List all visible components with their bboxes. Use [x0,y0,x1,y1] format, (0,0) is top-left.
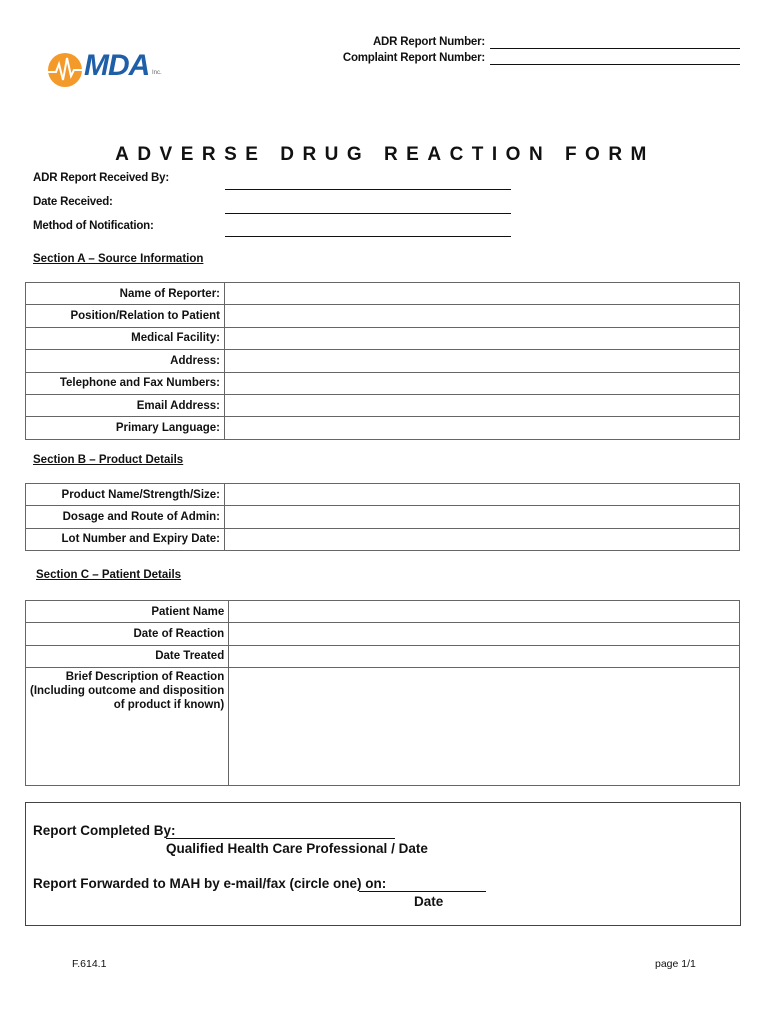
company-logo [46,50,176,92]
page-number: page 1/1 [655,958,696,970]
section-b-table [25,483,740,551]
complaint-report-number-field[interactable] [490,64,740,65]
row-label: Position/Relation to Patient [26,305,225,327]
completed-by-field[interactable] [166,838,395,839]
description-label-line-3: of product if known) [113,699,225,712]
section-b-heading: Section B – Product Details [33,454,184,466]
email-input[interactable] [225,394,740,416]
forwarded-date-field[interactable] [359,891,486,892]
table-row [26,327,740,349]
logo-wordmark: MDA [84,49,150,82]
completed-by-label: Report Completed By: [33,823,176,838]
row-label: Date of Reaction [26,623,229,645]
row-label: Medical Facility: [26,327,225,349]
position-input[interactable] [225,305,740,327]
date-treated-input[interactable] [229,645,740,667]
section-a-heading: Section A – Source Information [33,253,204,265]
method-of-notification-label: Method of Notification: [33,220,154,232]
form-code: F.614.1 [72,958,107,970]
page-title: ADVERSE DRUG REACTION FORM [115,144,655,165]
description-label-line-1: Brief Description of Reaction [65,671,225,684]
table-row [26,668,740,786]
completed-by-caption: Qualified Health Care Professional / Date [166,841,428,856]
row-label: Product Name/Strength/Size: [26,484,225,506]
section-c-heading: Section C – Patient Details [36,569,182,581]
received-by-field[interactable] [225,189,511,190]
date-received-field[interactable] [225,213,511,214]
row-label: Email Address: [26,394,225,416]
row-label: Date Treated [26,645,229,667]
address-input[interactable] [225,350,740,372]
row-label: Primary Language: [26,417,225,439]
patient-name-input[interactable] [229,601,740,623]
table-row [26,645,740,667]
table-row [26,601,740,623]
dosage-route-input[interactable] [225,506,740,528]
date-received-label: Date Received: [33,196,113,208]
table-row [26,394,740,416]
table-row [26,350,740,372]
forwarded-label: Report Forwarded to MAH by e-mail/fax (circle one) on: [33,876,387,891]
adr-report-number-label: ADR Report Number: [372,36,485,48]
adr-report-number-field[interactable] [490,48,740,49]
medical-facility-input[interactable] [225,327,740,349]
section-a-table [25,282,740,440]
method-of-notification-field[interactable] [225,236,511,237]
row-label: Dosage and Route of Admin: [26,506,225,528]
received-by-label: ADR Report Received By: [33,172,169,184]
row-label: Address: [26,350,225,372]
section-c-table [25,600,740,786]
row-label: Telephone and Fax Numbers: [26,372,225,394]
description-label-line-2: (Including outcome and disposition [30,685,225,698]
table-row [26,372,740,394]
complaint-report-number-label: Complaint Report Number: [342,52,485,64]
table-row [26,528,740,550]
row-label: Name of Reporter: [26,283,225,305]
phone-fax-input[interactable] [225,372,740,394]
table-row [26,484,740,506]
primary-language-input[interactable] [225,417,740,439]
description-label-cell [26,668,229,786]
row-label: Patient Name [26,601,229,623]
logo-suffix: Inc. [152,70,162,76]
table-row [26,417,740,439]
report-completion-box [25,802,741,926]
row-label: Lot Number and Expiry Date: [26,528,225,550]
product-name-input[interactable] [225,484,740,506]
table-row [26,623,740,645]
reaction-description-input[interactable] [229,668,740,786]
table-row [26,506,740,528]
table-row [26,283,740,305]
forwarded-caption: Date [414,894,444,909]
reporter-name-input[interactable] [225,283,740,305]
date-of-reaction-input[interactable] [229,623,740,645]
table-row [26,305,740,327]
lot-expiry-input[interactable] [225,528,740,550]
